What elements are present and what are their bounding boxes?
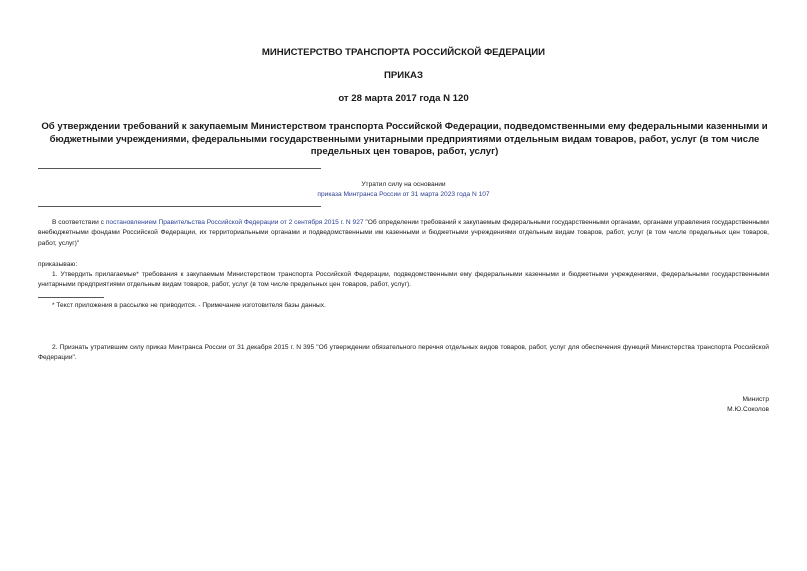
ministry-heading: МИНИСТЕРСТВО ТРАНСПОРТА РОССИЙСКОЙ ФЕДЕРАЦИИ [261, 47, 546, 58]
preamble-link[interactable]: постановлением Правительства Российской Федерации от 2 сентября 2015 г. N 927 [105, 219, 364, 226]
signature-name: М.Ю.Соколов [727, 406, 769, 413]
item-2-paragraph: 2. Признать утратившим силу приказ Минтранса России от 31 декабря 2015 г. N 395 "Об утверждении обязательного перечня отдельных видов товаров, работ, услуг для обеспечения функций Министерства транспорта Российской Федерации". [38, 344, 769, 362]
document-title: Об утверждении требований к закупаемым Министерством транспорта Российской Федерации, подведомственными ему федеральными казенными и бюджетными учреждениями, федеральными государственными унитарными предприятиями отдельным видам товаров, работ, услуг (в том числе предельных цен товаров, работ, услуг) [41, 121, 768, 157]
footnote-divider [38, 297, 104, 298]
status-text: Утратил силу на основании [361, 181, 446, 188]
status-link[interactable]: приказа Минтранса России от 31 марта 2023 года N 107 [317, 191, 490, 198]
signature-position: Министр [742, 396, 769, 403]
preamble-paragraph [38, 218, 769, 249]
date-number-heading: от 28 марта 2017 года N 120 [338, 93, 469, 104]
preamble-text-after: "Об определении требований к закупаемым федеральными государственными органами, органами управления государственными внебюджетными фондами Российской Федерации, их территориальными органами и подведомственными им казенными и бюджетными учреждениями отдельным видам товаров, работ, услуг (в том числе предельных цен товаров, работ, услуг)" [38, 219, 769, 247]
doc-type-heading: ПРИКАЗ [384, 70, 423, 81]
footnote-text: * Текст приложения в рассылке не приводится. - Примечание изготовителя базы данных. [52, 302, 326, 309]
item-1-paragraph: 1. Утвердить прилагаемые* требования к закупаемым Министерством транспорта Российской Федерации, подведомственными ему федеральными казенными и бюджетными учреждениями, федеральными государственными унитарными предприятиями отдельным видам товаров, работ, услуг (в том числе предельных цен товаров, работ, услуг). [38, 271, 769, 289]
prikazyvayu-text: приказываю: [38, 261, 78, 268]
divider-top [38, 168, 321, 169]
divider-status [38, 206, 321, 207]
preamble-text-before: В соответствии с [52, 219, 104, 226]
